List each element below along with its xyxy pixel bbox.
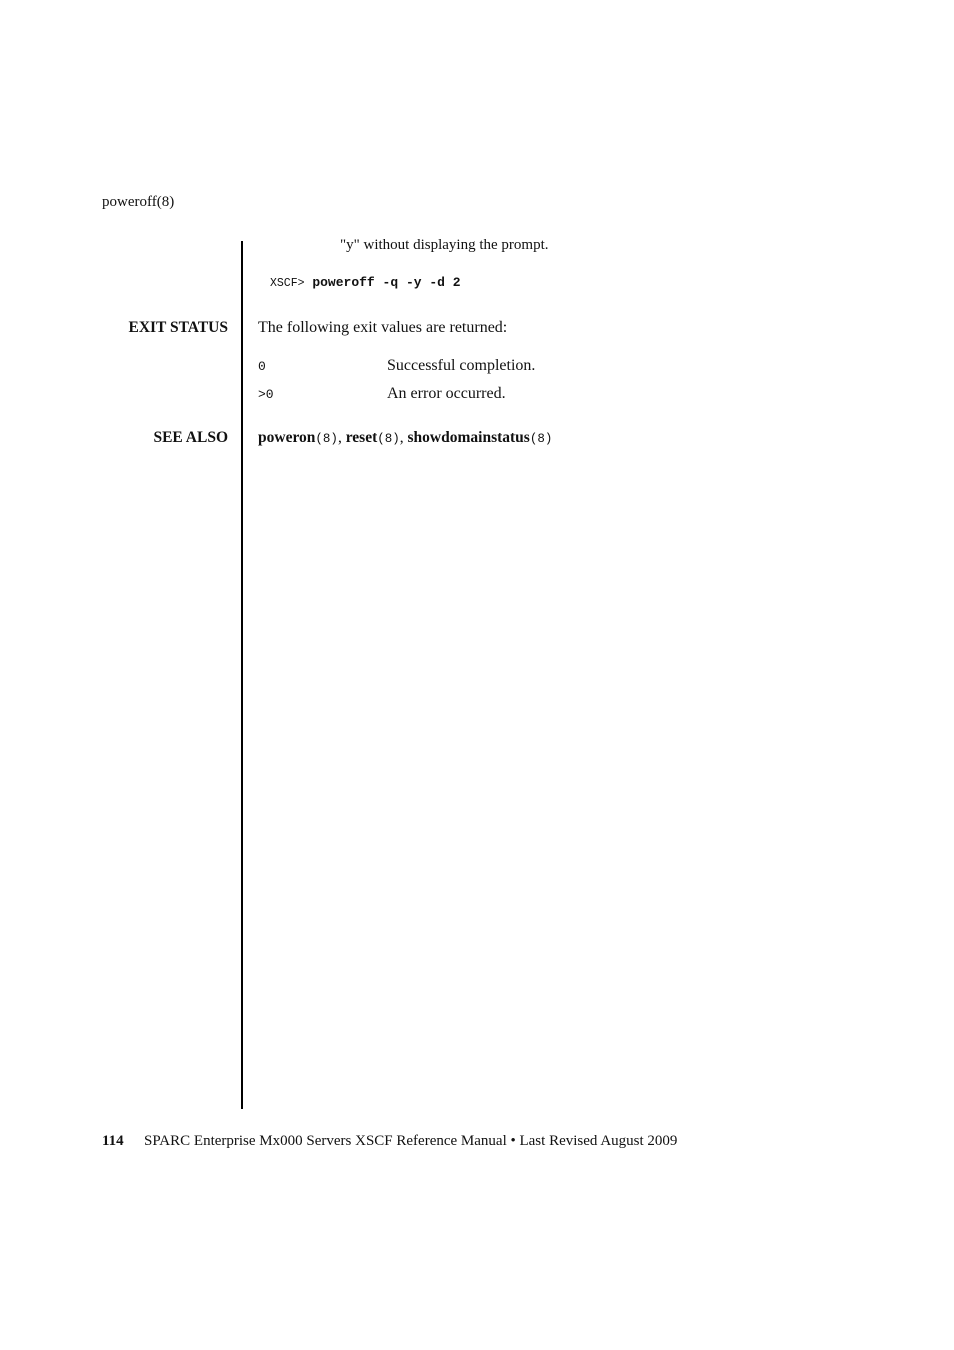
see-also-ref-name[interactable]: showdomainstatus xyxy=(407,429,530,446)
vertical-rule xyxy=(241,241,243,1109)
ref-separator: , xyxy=(337,429,346,446)
exit-value-description: An error occurred. xyxy=(387,385,506,402)
see-also-ref-name[interactable]: reset xyxy=(345,429,378,446)
ref-separator: , xyxy=(399,429,408,446)
see-also-refs xyxy=(258,429,552,447)
example-code xyxy=(270,275,461,290)
code-prompt: XSCF> xyxy=(270,277,305,290)
see-also-ref-section: (8) xyxy=(315,432,338,446)
see-also-ref-section: (8) xyxy=(529,432,553,446)
see-also-label: SEE ALSO xyxy=(153,429,228,446)
exit-value-code: >0 xyxy=(258,387,274,402)
code-command: poweroff -q -y -d 2 xyxy=(312,275,461,290)
exit-value-code: 0 xyxy=(258,359,266,374)
see-also-ref-section: (8) xyxy=(377,432,400,446)
exit-status-label: EXIT STATUS xyxy=(128,319,228,336)
page-number: 114 xyxy=(102,1133,124,1149)
exit-status-intro: The following exit values are returned: xyxy=(258,319,508,336)
exit-value-description: Successful completion. xyxy=(387,357,536,374)
running-head: poweroff(8) xyxy=(102,194,175,210)
continuation-text: "y" without displaying the prompt. xyxy=(340,237,549,253)
footer-text: SPARC Enterprise Mx000 Servers XSCF Reference Manual • Last Revised August 2009 xyxy=(144,1133,678,1149)
see-also-ref-name[interactable]: poweron xyxy=(258,429,316,446)
